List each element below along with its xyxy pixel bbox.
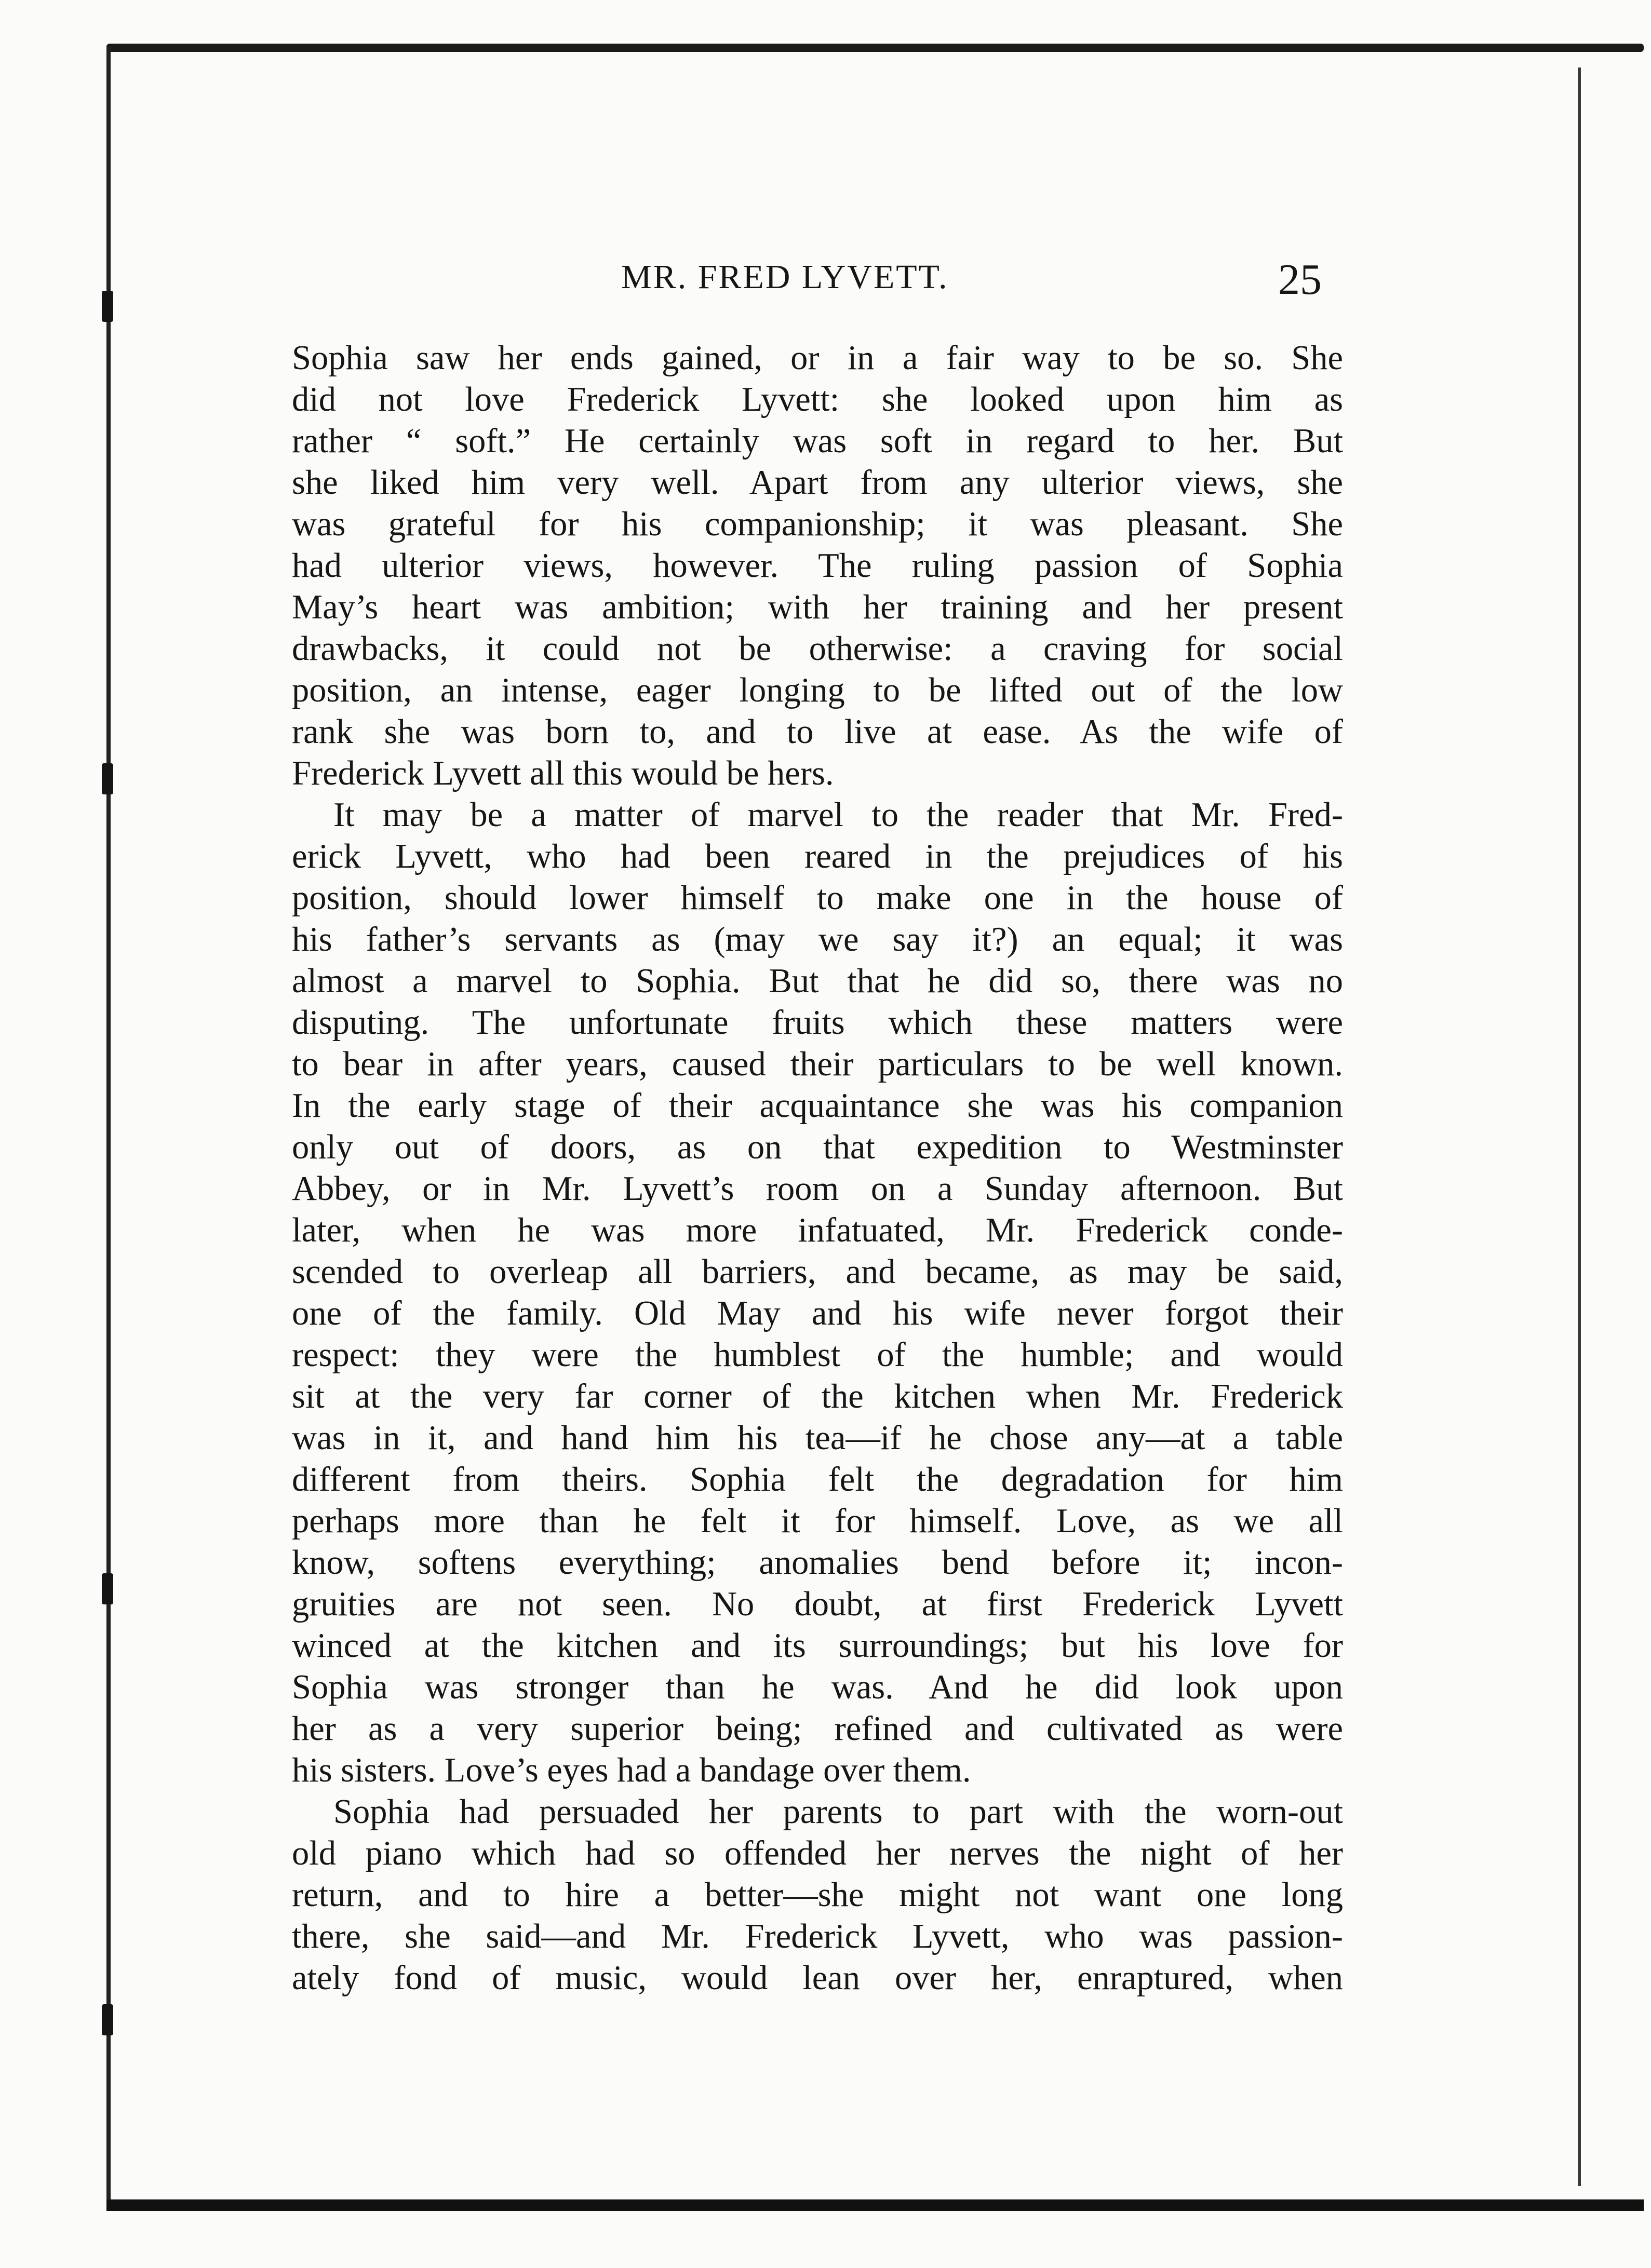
text-line: ately fond of music, would lean over her, enraptured, when bbox=[292, 1959, 1343, 1997]
text-line: she liked him very well. Apart from any ulterior views, she bbox=[292, 464, 1343, 502]
text-line: sit at the very far corner of the kitchen when Mr. Frederick bbox=[292, 1378, 1343, 1415]
text-line: winced at the kitchen and its surroundings; but his love for bbox=[292, 1627, 1343, 1665]
text-line: old piano which had so offended her nerves the night of her bbox=[292, 1834, 1343, 1872]
text-line: later, when he was more infatuated, Mr. Frederick conde- bbox=[292, 1211, 1343, 1249]
text-line: It may be a matter of marvel to the reader that Mr. Fred- bbox=[333, 796, 1343, 834]
scan-right-edge bbox=[1578, 68, 1581, 2186]
text-line: Abbey, or in Mr. Lyvett’s room on a Sunday afternoon. But bbox=[292, 1170, 1343, 1208]
text-line: rather “ soft.” He certainly was soft in regard to her. But bbox=[292, 422, 1343, 460]
text-line: respect: they were the humblest of the humble; and would bbox=[292, 1336, 1343, 1374]
text-line: one of the family. Old May and his wife never forgot their bbox=[292, 1294, 1343, 1332]
text-line: erick Lyvett, who had been reared in the prejudices of his bbox=[292, 838, 1343, 875]
text-line: to bear in after years, caused their particulars to be well known. bbox=[292, 1045, 1343, 1083]
text-line: was in it, and hand him his tea—if he chose any—at a table bbox=[292, 1419, 1343, 1457]
text-line: his sisters. Love’s eyes had a bandage over them. bbox=[292, 1751, 971, 1789]
text-line: perhaps more than he felt it for himself. Love, as we all bbox=[292, 1502, 1343, 1540]
text-line: know, softens everything; anomalies bend before it; incon- bbox=[292, 1544, 1343, 1582]
text-line: scended to overleap all barriers, and became, as may be said, bbox=[292, 1253, 1343, 1291]
text-line: position, should lower himself to make one in the house of bbox=[292, 879, 1343, 917]
scan-binding-mark bbox=[102, 1573, 113, 1604]
text-line: only out of doors, as on that expedition to Westminster bbox=[292, 1128, 1343, 1166]
text-line: Sophia was stronger than he was. And he did look upon bbox=[292, 1668, 1343, 1706]
text-line: return, and to hire a better—she might not want one long bbox=[292, 1876, 1343, 1914]
text-line: almost a marvel to Sophia. But that he did so, there was no bbox=[292, 962, 1343, 1000]
body-text bbox=[292, 338, 1343, 1999]
text-line: disputing. The unfortunate fruits which these matters were bbox=[292, 1004, 1343, 1042]
text-line: was grateful for his companionship; it was pleasant. She bbox=[292, 505, 1343, 543]
scan-binding-mark bbox=[102, 763, 113, 794]
scan-top-edge bbox=[106, 44, 1644, 52]
text-line: drawbacks, it could not be otherwise: a craving for social bbox=[292, 630, 1343, 668]
text-line: In the early stage of their acquaintance she was his companion bbox=[292, 1087, 1343, 1125]
text-line: Sophia saw her ends gained, or in a fair way to be so. She bbox=[292, 339, 1343, 377]
text-line: her as a very superior being; refined and cultivated as were bbox=[292, 1710, 1343, 1748]
text-line: May’s heart was ambition; with her training and her present bbox=[292, 588, 1343, 626]
text-line: there, she said—and Mr. Frederick Lyvett, who was passion- bbox=[292, 1918, 1343, 1955]
text-line: his father’s servants as (may we say it?) an equal; it was bbox=[292, 921, 1343, 959]
text-line: Sophia had persuaded her parents to part with the worn-out bbox=[333, 1793, 1343, 1831]
scan-binding-mark bbox=[102, 2004, 113, 2035]
page-header bbox=[0, 255, 1651, 304]
text-line: Frederick Lyvett all this would be hers. bbox=[292, 754, 834, 792]
running-head: MR. FRED LYVETT. bbox=[621, 258, 949, 296]
text-line: position, an intense, eager longing to be lifted out of the low bbox=[292, 671, 1343, 709]
text-line: had ulterior views, however. The ruling passion of Sophia bbox=[292, 547, 1343, 585]
text-line: rank she was born to, and to live at ease. As the wife of bbox=[292, 713, 1343, 751]
scan-bottom-edge bbox=[106, 2199, 1644, 2211]
text-line: did not love Frederick Lyvett: she looked upon him as bbox=[292, 381, 1343, 419]
text-line: gruities are not seen. No doubt, at first Frederick Lyvett bbox=[292, 1585, 1343, 1623]
page-number: 25 bbox=[1278, 255, 1322, 304]
text-line: different from theirs. Sophia felt the degradation for him bbox=[292, 1461, 1343, 1499]
scan-left-edge bbox=[106, 47, 111, 2207]
